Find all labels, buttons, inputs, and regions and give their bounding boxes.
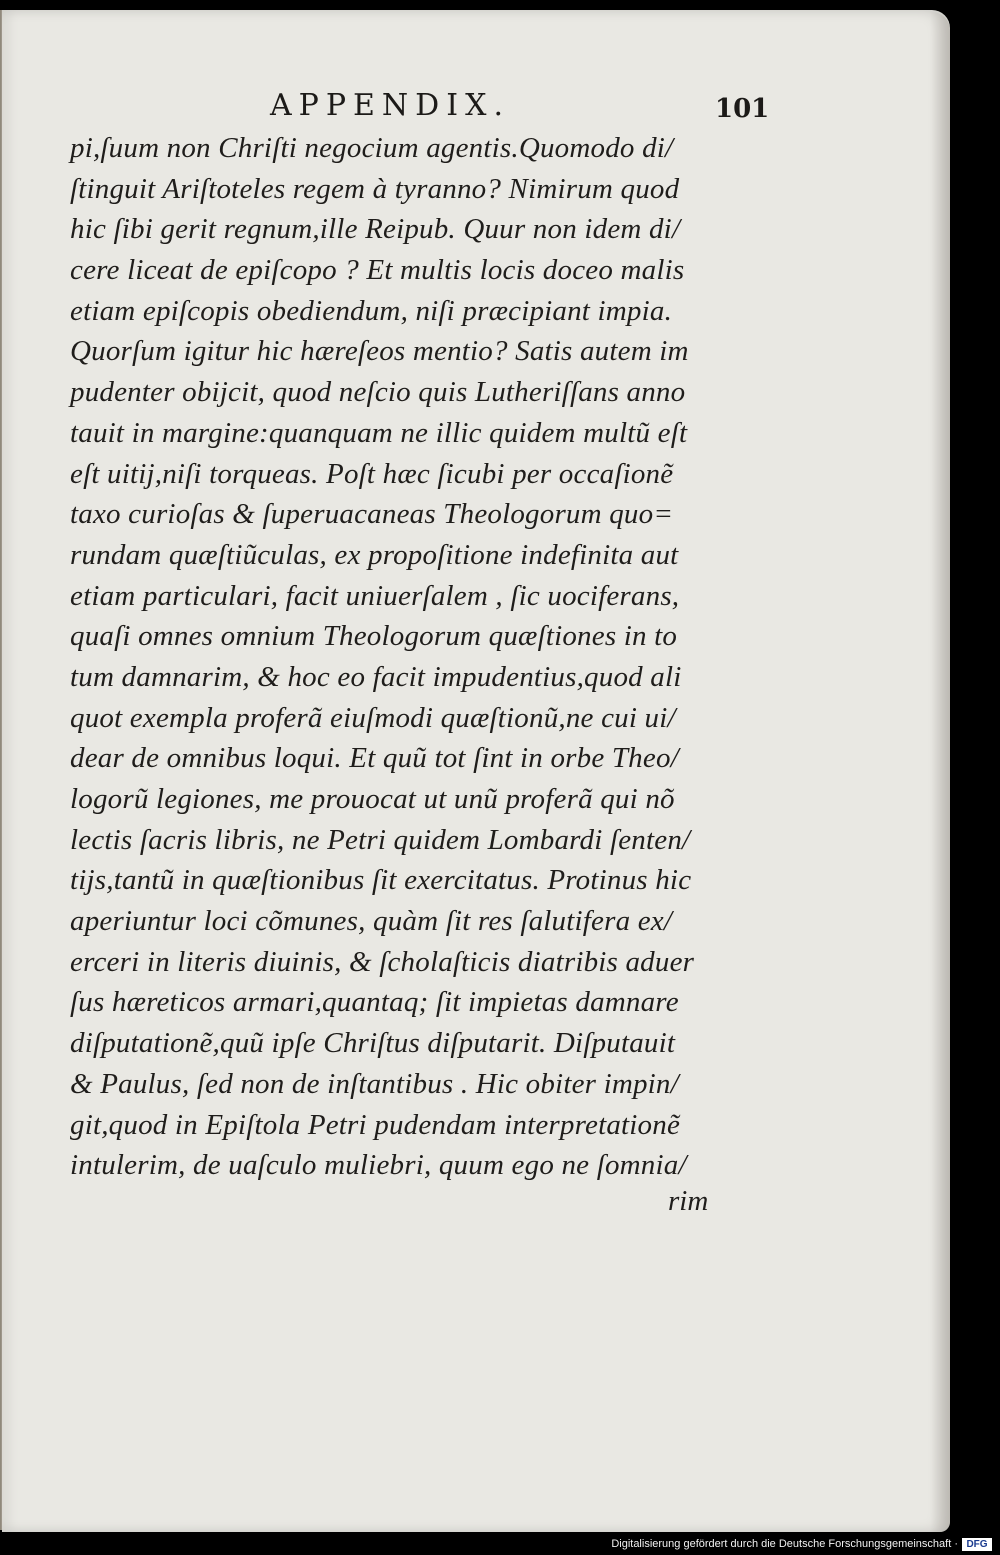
text-line: intulerim, de uaſculo muliebri, quum ego ne ſomnia/ (70, 1149, 687, 1182)
text-line: ſtinguit Ariſtoteles regem à tyranno? Nimirum quod (70, 172, 680, 205)
text-line: Quorſum igitur hic hæreſeos mentio? Satis autem im (70, 335, 689, 368)
page-number: 101 (715, 94, 770, 124)
text-line: pi,ſuum non Chriſti negocium agentis.Quomodo di/ (70, 132, 674, 164)
body-text (70, 128, 730, 1186)
text-line: hic ſibi gerit regnum,ille Reipub. Quur non idem di/ (70, 213, 681, 246)
text-line: rundam quæſtiũculas, ex propoſitione indefinita aut (70, 538, 679, 571)
text-line: diſputationẽ,quũ ipſe Chriſtus diſputarit. Diſputauit (70, 1027, 676, 1060)
catchword-text: rim (668, 1185, 709, 1217)
catchword (668, 1185, 708, 1218)
text-line: etiam particulari, facit uniuerſalem , ſic uociferans, (70, 579, 680, 612)
text-line: tum damnarim, & hoc eo facit impudentius,quod ali (70, 660, 682, 693)
text-line: pudenter obijcit, quod neſcio quis Lutheriſſans anno (70, 376, 686, 409)
text-line: tauit in margine:quanquam ne illic quidem multũ eſt (70, 416, 688, 449)
text-line: cere liceat de epiſcopo ? Et multis locis doceo malis (70, 254, 685, 287)
text-line: ſus hæreticos armari,quantaq; ſit impietas damnare (70, 986, 679, 1019)
text-line: quaſi omnes omnium Theologorum quæſtiones in to (70, 620, 678, 653)
text-line: lectis ſacris libris, ne Petri quidem Lombardi ſenten/ (70, 823, 691, 856)
page-header (270, 82, 770, 132)
funding-note: Digitalisierung gefördert durch die Deutsche Forschungsgemeinschaft · (611, 1538, 958, 1550)
dfg-logo: DFG (962, 1538, 992, 1551)
text-line: tijs,tantũ in quæſtionibus ſit exercitatus. Protinus hic (70, 864, 692, 897)
text-line: taxo curioſas & ſuperuacaneas Theologorum quo= (70, 498, 674, 531)
text-line: erceri in literis diuinis, & ſcholaſticis diatribis aduer (70, 945, 695, 978)
text-line: eſt uitij,niſi torqueas. Poſt hæc ſicubi per occaſionẽ (70, 457, 674, 490)
text-line: quot exempla proferã eiuſmodi quæſtionũ,ne cui ui/ (70, 701, 676, 734)
text-line: aperiuntur loci cõmunes, quàm ſit res ſalutifera ex/ (70, 905, 673, 938)
page-edge-shadow (930, 12, 950, 1532)
text-line: & Paulus, ſed non de inſtantibus . Hic obiter impin/ (70, 1067, 679, 1100)
running-title: APPENDIX. (270, 88, 510, 123)
text-line: logorũ legiones, me prouocat ut unũ proferã qui nõ (70, 783, 675, 815)
text-line: etiam epiſcopis obediendum, niſi præcipiant impia. (70, 294, 673, 327)
text-line: git,quod in Epiſtola Petri pudendam interpretationẽ (70, 1108, 681, 1141)
text-line: dear de omnibus loqui. Et quũ tot ſint in orbe Theo/ (70, 742, 679, 775)
